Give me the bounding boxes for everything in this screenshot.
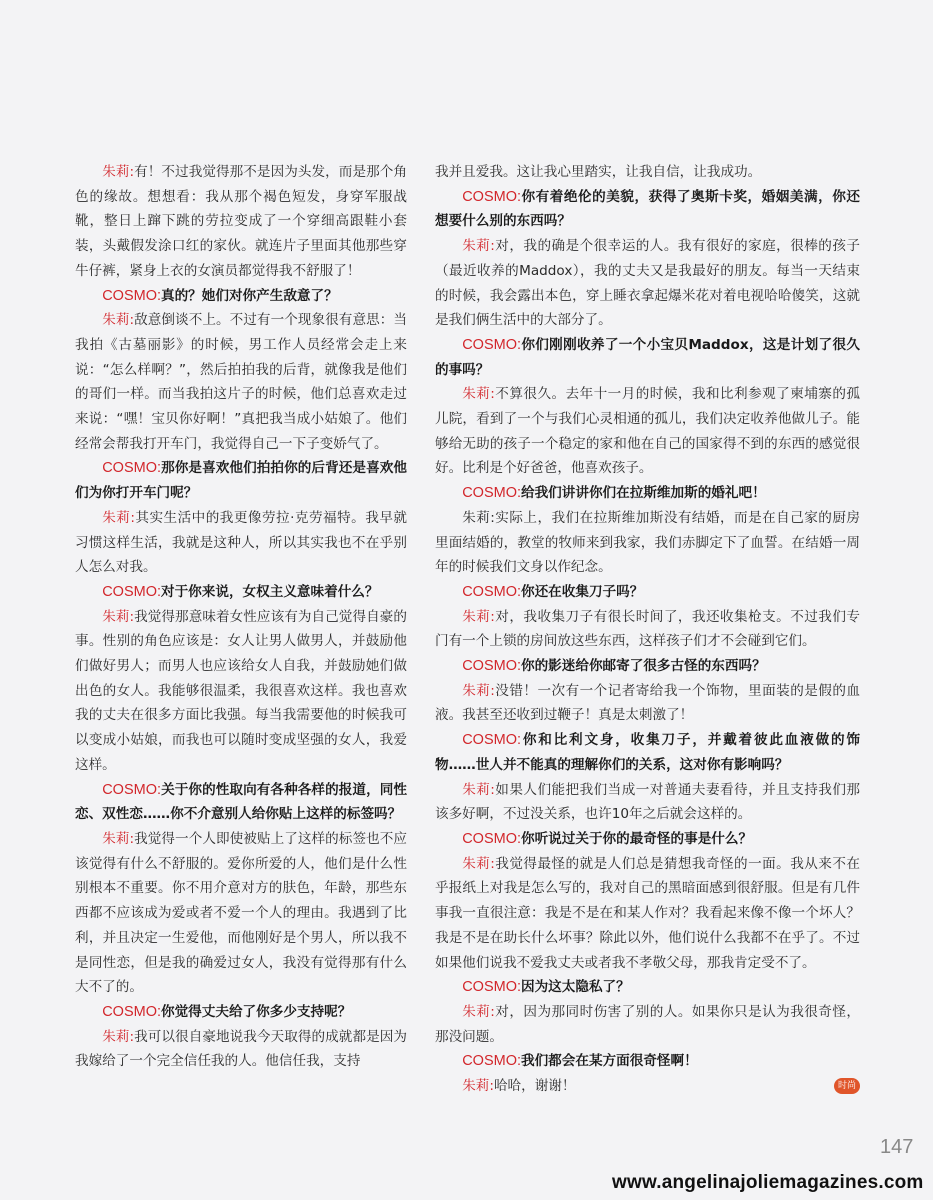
paragraph-text: 我们都会在某方面很奇怪啊！ xyxy=(521,1053,698,1070)
speaker-label: 朱莉: xyxy=(102,164,135,180)
speaker-label: 朱莉: xyxy=(102,312,135,329)
interview-answer xyxy=(435,605,860,654)
paragraph-text: 你们刚刚收养了一个小宝贝Maddox，这是计划了很久的事吗？ xyxy=(435,336,860,378)
speaker-label: 朱莉: xyxy=(462,1003,495,1020)
paragraph-text: 你有着绝伦的美貌，获得了奥斯卡奖，婚姻美满，你还想要什么别的东西吗？ xyxy=(435,188,860,230)
paragraph-text: 如果人们能把我们当成一对普通夫妻看待，并且支持我们那该多好啊，不过没关系，也许10年之后就会这样的。 xyxy=(435,781,860,823)
speaker-label: COSMO: xyxy=(102,781,161,798)
interview-answer xyxy=(435,382,860,481)
right-column xyxy=(435,160,860,1099)
speaker-label: 朱莉: xyxy=(462,608,495,625)
speaker-label: 朱莉: xyxy=(102,509,135,526)
interview-answer xyxy=(435,234,860,333)
interview-question xyxy=(75,1000,407,1025)
speaker-label: 朱莉: xyxy=(462,509,495,526)
speaker-label: COSMO: xyxy=(462,188,521,205)
interview-answer xyxy=(435,1000,860,1049)
paragraph-text: 其实生活中的我更像劳拉·克劳福特。我早就习惯这样生活，我就是这种人，所以其实我也不在乎别人怎么对我。 xyxy=(75,509,407,576)
interview-question xyxy=(435,185,860,234)
paragraph-text: 我觉得一个人即使被贴上了这样的标签也不应该觉得有什么不舒服的。爱你所爱的人，他们是什么性别根本不重要。你不用介意对方的肤色，年龄，那些东西都不应该成为爱或者不爱一个人的理由。我遇到了比利，并且决定一生爱他，而他刚好是个男人，所以我不是同性恋，但是我的确爱过女人，我没有觉得那有什么大不了的。 xyxy=(75,830,407,996)
interview-answer xyxy=(75,160,407,284)
interview-answer xyxy=(75,308,407,456)
interview-question xyxy=(435,333,860,382)
interview-question xyxy=(435,975,860,1000)
interview-answer xyxy=(75,827,407,1000)
paragraph-continuation xyxy=(435,160,860,185)
paragraph-text: 哈哈，谢谢！ xyxy=(493,1078,576,1095)
speaker-label: COSMO: xyxy=(462,658,521,675)
interview-answer xyxy=(75,506,407,580)
interview-answer xyxy=(435,679,860,728)
paragraph-text: 我并且爱我。这让我心里踏实，让我自信，让我成功。 xyxy=(435,164,762,180)
paragraph-text: 关于你的性取向有各种各样的报道，同性恋、双性恋……你不介意别人给你贴上这样的标签吗？ xyxy=(75,781,407,823)
paragraph-text: 我觉得那意味着女性应该有为自己觉得自豪的事。性别的角色应该是：女人让男人做男人，并鼓励他们做好男人；而男人也应该给女人自我，并鼓励她们做出色的女人。我能够很温柔，我很喜欢这样。我也喜欢我的丈夫在很多方面比我强。每当我需要他的时候我可以变成小姑娘，而我也可以随时变成坚强的女人，我爱这样。 xyxy=(75,608,407,773)
paragraph-text: 因为这太隐私了？ xyxy=(521,979,630,996)
speaker-label: COSMO: xyxy=(462,979,521,996)
speaker-label: COSMO: xyxy=(462,485,521,502)
paragraph-text: 有！不过我觉得那不是因为头发，而是那个角色的缘故。想想看：我从那个褐色短发，身穿军服战靴，整日上蹿下跳的劳拉变成了一个穿细高跟鞋小套装，头戴假发涂口红的家伙。就连片子里面其他那些穿牛仔裤，紧身上衣的女演员都觉得我不舒服了！ xyxy=(75,164,407,279)
paragraph-text: 我觉得最怪的就是人们总是猜想我奇怪的一面。我从来不在乎报纸上对我是怎么写的，我对自己的黑暗面感到很舒服。但是有几件事我一直很注意：我是不是在和某人作对？我看起来像不像一个坏人？我是不是在助长什么坏事？除此以外，他们说什么我都不在乎了。不过如果他们说我不爱我丈夫或者我不孝敬父母，那我肯定受不了。 xyxy=(435,855,860,971)
paragraph-text: 不算很久。去年十一月的时候，我和比利参观了柬埔寨的孤儿院，看到了一个与我们心灵相通的孤儿，我们决定收养他做儿子。能够给无助的孩子一个稳定的家和他在自己的国家得不到的东西的感觉很好。比利是个好爸爸，他喜欢孩子。 xyxy=(435,386,860,477)
speaker-label: 朱莉: xyxy=(462,682,495,699)
speaker-label: COSMO: xyxy=(102,1003,161,1020)
speaker-label: 朱莉: xyxy=(462,238,495,255)
speaker-label: 朱莉: xyxy=(462,781,495,798)
interview-answer xyxy=(435,852,860,976)
paragraph-text: 对于你来说，女权主义意味着什么？ xyxy=(161,583,379,600)
paragraph-text: 敌意倒谈不上。不过有一个现象很有意思：当我拍《古墓丽影》的时候，男工作人员经常会走上来说：“怎么样啊？”，然后拍拍我的后背，就像我是他们的哥们一样。而当我拍这片子的时候，他们总喜欢走过来说：“嘿！宝贝你好啊！”真把我当成小姑娘了。他们经常会帮我打开车门，我觉得自己一下子变娇气了。 xyxy=(75,312,407,452)
interview-question xyxy=(75,284,407,309)
paragraph-text: 实际上，我们在拉斯维加斯没有结婚，而是在自己家的厨房里面结婚的，教堂的牧师来到我家，我们赤脚定下了血誓。在结婚一周年的时候我们文身以作纪念。 xyxy=(435,509,860,576)
paragraph-text: 对，因为那同时伤害了别的人。如果你只是认为我很奇怪，那没问题。 xyxy=(435,1003,860,1045)
speaker-label: 朱莉: xyxy=(102,830,135,847)
speaker-label: COSMO: xyxy=(462,583,521,600)
paragraph-text: 你的影迷给你邮寄了很多古怪的东西吗？ xyxy=(521,658,766,675)
interview-question xyxy=(435,827,860,852)
speaker-label: COSMO: xyxy=(462,830,521,847)
speaker-label: COSMO: xyxy=(102,460,161,477)
interview-question xyxy=(435,481,860,506)
interview-question xyxy=(75,456,407,505)
speaker-label: COSMO: xyxy=(462,732,521,749)
interview-answer xyxy=(435,506,860,580)
paragraph-text: 对，我的确是个很幸运的人。我有很好的家庭，很棒的孩子（最近收养的Maddox），我的丈夫又是我最好的朋友。每当一天结束的时候，我会露出本色，穿上睡衣拿起爆米花对着电视哈哈傻笑，这就是我们俩生活中的大部分了。 xyxy=(435,238,860,329)
paragraph-text: 你和比利文身，收集刀子，并戴着彼此血液做的饰物……世人并不能真的理解你们的关系，这对你有影响吗？ xyxy=(435,732,860,773)
paragraph-text: 我可以很自豪地说我今天取得的成就都是因为我嫁给了一个完全信任我的人。他信任我，支持 xyxy=(75,1028,407,1070)
end-of-article-badge: 时尚 xyxy=(834,1078,860,1094)
interview-question xyxy=(435,1049,860,1074)
page-number: 147 xyxy=(880,1136,914,1158)
speaker-label: COSMO: xyxy=(102,583,161,600)
interview-answer xyxy=(435,778,860,827)
interview-question xyxy=(435,728,860,777)
interview-question xyxy=(75,778,407,827)
interview-answer xyxy=(75,1025,407,1074)
paragraph-text: 对，我收集刀子有很长时间了，我还收集枪支。不过我们专门有一个上锁的房间放这些东西，这样孩子们才不会碰到它们。 xyxy=(435,608,860,650)
interview-question xyxy=(435,654,860,679)
paragraph-text: 你听说过关于你的最奇怪的事是什么？ xyxy=(521,830,753,847)
interview-question xyxy=(435,580,860,605)
speaker-label: 朱莉: xyxy=(462,386,495,403)
speaker-label: 朱莉: xyxy=(102,1028,135,1045)
paragraph-text: 你觉得丈夫给了你多少支持呢？ xyxy=(161,1003,352,1020)
speaker-label: COSMO: xyxy=(102,287,161,304)
speaker-label: 朱莉: xyxy=(462,1078,494,1095)
speaker-label: 朱莉: xyxy=(462,855,495,872)
speaker-label: COSMO: xyxy=(462,1053,521,1070)
interview-answer xyxy=(435,1074,860,1099)
paragraph-text: 那你是喜欢他们拍拍你的后背还是喜欢他们为你打开车门呢？ xyxy=(75,460,407,502)
paragraph-text: 你还在收集刀子吗？ xyxy=(521,583,644,600)
website-watermark: www.angelinajoliemagazines.com xyxy=(612,1172,924,1193)
paragraph-text: 真的？她们对你产生敌意了？ xyxy=(161,287,338,304)
interview-question xyxy=(75,580,407,605)
speaker-label: COSMO: xyxy=(462,336,521,353)
paragraph-text: 给我们讲讲你们在拉斯维加斯的婚礼吧！ xyxy=(521,485,766,502)
left-column xyxy=(75,160,407,1074)
speaker-label: 朱莉: xyxy=(102,608,135,625)
interview-answer xyxy=(75,605,407,778)
paragraph-text: 没错！一次有一个记者寄给我一个饰物，里面装的是假的血液。我甚至还收到过鞭子！真是太刺激了！ xyxy=(435,682,860,724)
